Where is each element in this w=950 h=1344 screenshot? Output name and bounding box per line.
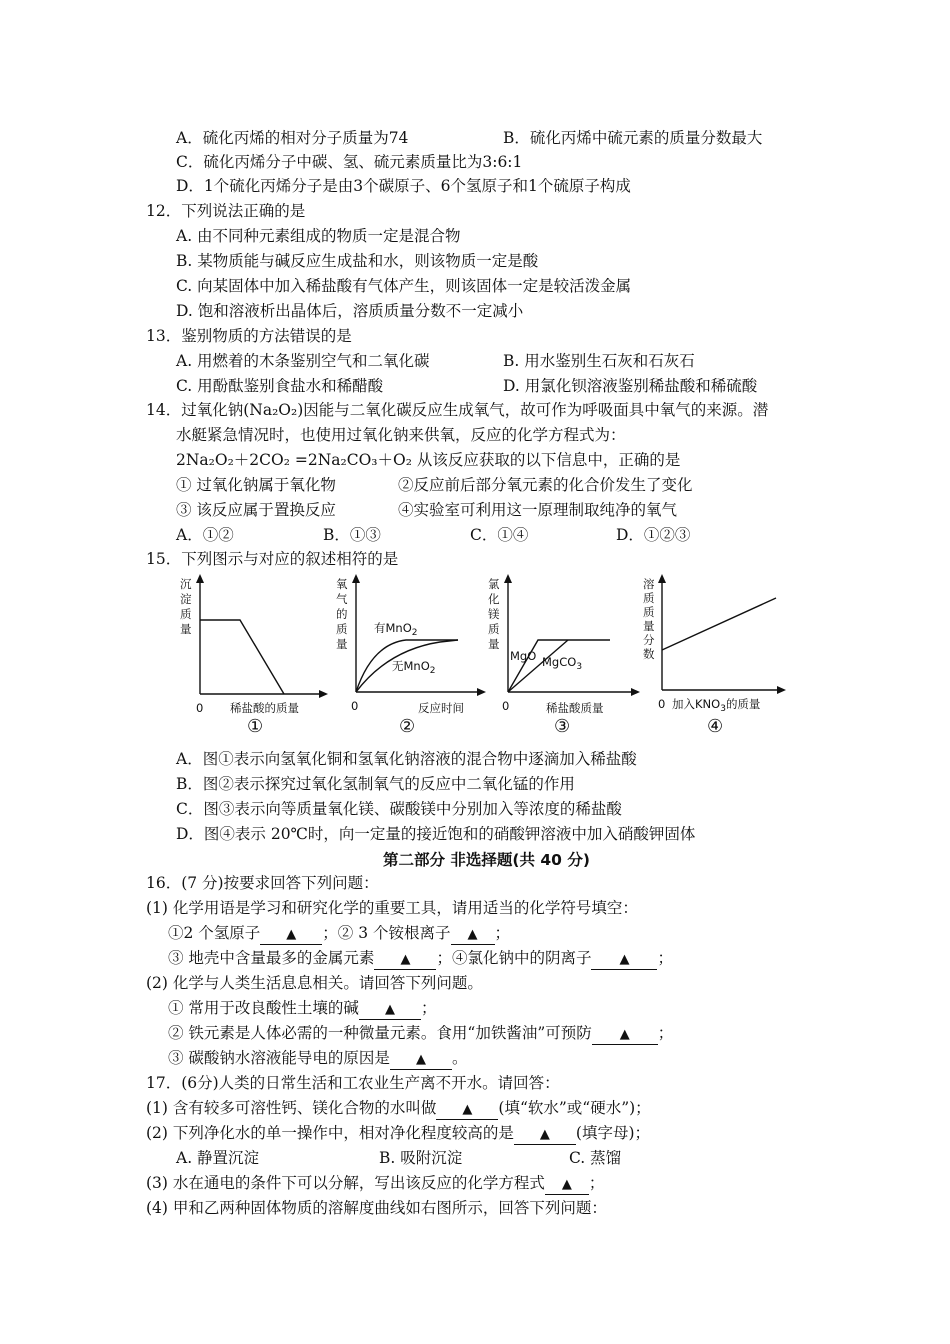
q17-option-b: B. 吸附沉淀 <box>379 1149 463 1167</box>
graph-4-origin: 0 <box>658 697 666 711</box>
graph-3-label-mgco3: MgCO <box>542 655 577 669</box>
graph-1-xlabel: 稀盐酸的质量 <box>230 701 299 715</box>
section-2-title: 第二部分 非选择题(共 40 分) <box>383 851 590 869</box>
q14-option-b: B．①③ <box>323 526 381 544</box>
svg-text:MgCO3 <box>542 655 582 672</box>
q16-item3: ③ 地壳中含量最多的金属元素 <box>168 949 375 967</box>
graph-2-label-without: 无MnO <box>392 659 430 673</box>
q16-part2-line3 <box>168 1047 467 1070</box>
q17-part3-text: (3) 水在通电的条件下可以分解，写出该反应的化学方程式 <box>146 1174 545 1192</box>
q16-semicolon-2: ； <box>657 949 673 967</box>
q16-semicolon-1: ； <box>494 924 511 942</box>
graph-3-number: ③ <box>554 716 571 737</box>
q17-part1 <box>146 1097 651 1120</box>
q17-part1-tail: (填“软水”或“硬水”)； <box>498 1099 651 1117</box>
q15-option-b: B．图②表示探究过氧化氢制氧气的反应中二氧化锰的作用 <box>176 775 575 793</box>
q14-statement-2: ②反应前后部分氧元素的化合价发生了变化 <box>398 476 693 494</box>
q17-part2-text: (2) 下列净化水的单一操作中，相对净化程度较高的是 <box>146 1124 514 1142</box>
svg-text:加入KNO3的质量 <box>672 697 760 714</box>
q11-option-a: A．硫化丙烯的相对分子质量为74 <box>176 129 409 147</box>
q17-part3 <box>146 1172 604 1195</box>
graph-3-ylabel-c3: 镁 <box>488 607 500 621</box>
q13-option-b: B. 用水鉴别生石灰和石灰石 <box>503 352 695 370</box>
q15-option-d: D．图④表示 20℃时，向一定量的接近饱和的硝酸钾溶液中加入硝酸钾固体 <box>176 825 696 843</box>
q16-blank-2[interactable]: ▲ <box>451 926 495 945</box>
q16-part1: (1) 化学用语是学习和研究化学的重要工具，请用适当的化学符号填空： <box>146 899 638 917</box>
q14-statement-3: ③ 该反应属于置换反应 <box>176 501 336 519</box>
graph-4-xlabel: 加入KNO <box>672 697 721 711</box>
q17-option-a: A. 静置沉淀 <box>176 1149 260 1167</box>
q12-option-d: D. 饱和溶液析出晶体后，溶质质量分数不一定减小 <box>176 302 524 320</box>
q16-item2: ；② 3 个铵根离子 <box>322 924 451 942</box>
graph-3-ylabel-c5: 量 <box>488 637 500 651</box>
graph-4-xlabel-post: 的质量 <box>725 697 761 711</box>
q16-item1: ①2 个氢原子 <box>168 924 261 942</box>
q16-part1-line2 <box>168 947 673 970</box>
q16-part2: (2) 化学与人类生活息息相关。请回答下列问题。 <box>146 974 483 992</box>
q17-blank-3[interactable]: ▲ <box>545 1176 589 1195</box>
q16-blank-3[interactable]: ▲ <box>374 951 436 970</box>
q16-item4: ；④氯化钠中的阴离子 <box>436 949 592 967</box>
graph-3-label-mgco3-sub: 3 <box>576 662 583 672</box>
q17-blank-2[interactable]: ▲ <box>514 1126 576 1145</box>
graph-4-ylabel-c5: 分 <box>643 633 655 647</box>
q12-stem: 12．下列说法正确的是 <box>146 202 306 220</box>
q16-part2-line2 <box>168 1022 673 1045</box>
q11-option-b: B．硫化丙烯中硫元素的质量分数最大 <box>503 129 763 147</box>
graph-3-ylabel-c1: 氯 <box>488 577 500 591</box>
graph-3 <box>484 570 644 720</box>
q15-stem: 15．下列图示与对应的叙述相符的是 <box>146 550 399 568</box>
q14-option-d: D．①②③ <box>616 526 691 544</box>
graph-2-ylabel-c5: 量 <box>336 637 348 651</box>
graph-1-ylabel-c2: 淀 <box>180 592 192 606</box>
q13-stem: 13．鉴别物质的方法错误的是 <box>146 327 352 345</box>
graph-4-ylabel-c2: 质 <box>643 591 655 605</box>
q16-period: 。 <box>451 1049 468 1067</box>
q13-option-a: A. 用燃着的木条鉴别空气和二氧化碳 <box>176 352 430 370</box>
q16-item7: ③ 碳酸钠水溶液能导电的原因是 <box>168 1049 390 1067</box>
q14-stem-line1: 14．过氧化钠(Na₂O₂)因能与二氧化碳反应生成氧气，故可作为呼吸面具中氧气的来源。潜 <box>146 401 769 419</box>
q12-option-a: A. 由不同种元素组成的物质一定是混合物 <box>176 227 461 245</box>
q17-stem: 17．(6分)人类的日常生活和工农业生产离不开水。请回答： <box>146 1074 560 1092</box>
q11-option-d: D．1个硫化丙烯分子是由3个碳原子、6个氢原子和1个硫原子构成 <box>176 177 631 195</box>
q16-blank-5[interactable]: ▲ <box>359 1001 421 1020</box>
q15-option-c: C．图③表示向等质量氧化镁、碳酸镁中分别加入等浓度的稀盐酸 <box>176 800 622 818</box>
graph-2-origin: 0 <box>351 699 359 713</box>
graph-4 <box>640 570 800 720</box>
graph-2-ylabel-c1: 氧 <box>336 577 348 591</box>
graph-1-origin: 0 <box>196 701 204 715</box>
graph-1 <box>172 570 332 720</box>
svg-text:有MnO2 <box>374 621 418 638</box>
graph-1-number: ① <box>247 716 264 737</box>
q14-statement-1: ① 过氧化钠属于氧化物 <box>176 476 336 494</box>
graph-4-ylabel-c3: 质 <box>643 605 655 619</box>
q14-equation: 2Na₂O₂＋2CO₂ =2Na₂CO₃＋O₂ 从该反应获取的以下信息中，正确的是 <box>176 451 681 469</box>
graph-4-ylabel-c4: 量 <box>643 619 655 633</box>
q17-part4: (4) 甲和乙两种固体物质的溶解度曲线如右图所示，回答下列问题： <box>146 1199 607 1217</box>
q12-option-b: B. 某物质能与碱反应生成盐和水，则该物质一定是酸 <box>176 252 539 270</box>
q14-option-c: C．①④ <box>470 526 529 544</box>
q14-option-a: A．①② <box>176 526 234 544</box>
q12-option-c: C. 向某固体中加入稀盐酸有气体产生，则该固体一定是较活泼金属 <box>176 277 632 295</box>
graph-1-ylabel-c3: 质 <box>180 607 192 621</box>
graph-4-ylabel-c6: 数 <box>643 647 655 661</box>
graph-2-ylabel-c4: 质 <box>336 622 348 636</box>
q16-item6: ② 铁元素是人体必需的一种微量元素。食用“加铁酱油”可预防 <box>168 1024 592 1042</box>
graph-1-ylabel-c1: 沉 <box>180 577 192 591</box>
q16-blank-6[interactable]: ▲ <box>592 1026 658 1045</box>
graph-1-ylabel-c4: 量 <box>180 622 192 636</box>
q17-part2-tail: (填字母)； <box>575 1124 650 1142</box>
q16-blank-1[interactable]: ▲ <box>260 926 322 945</box>
graph-3-xlabel: 稀盐酸质量 <box>546 701 604 715</box>
q17-semicolon: ； <box>588 1174 605 1192</box>
graph-2-label-with: 有MnO <box>374 621 412 635</box>
q16-stem: 16．(7 分)按要求回答下列问题： <box>146 874 379 892</box>
q13-option-c: C. 用酚酞鉴别食盐水和稀醋酸 <box>176 377 384 395</box>
graph-2-ylabel-c2: 气 <box>336 592 348 606</box>
graph-4-xlabel-sub: 3 <box>720 704 726 714</box>
graph-2-label-without-sub: 2 <box>429 666 436 676</box>
graph-3-origin: 0 <box>502 699 510 713</box>
graph-2-number: ② <box>399 716 416 737</box>
q17-blank-1[interactable]: ▲ <box>436 1101 498 1120</box>
q16-part2-line1 <box>168 997 436 1020</box>
q16-item5: ① 常用于改良酸性土壤的碱 <box>168 999 359 1017</box>
svg-text:无MnO2 <box>392 659 436 676</box>
q16-part1-line1 <box>168 922 510 945</box>
graph-2 <box>330 570 490 720</box>
q13-option-d: D. 用氯化钡溶液鉴别稀盐酸和稀硫酸 <box>503 377 758 395</box>
q17-part2 <box>146 1122 650 1145</box>
graph-3-ylabel-c2: 化 <box>488 592 500 606</box>
q16-semicolon-3: ； <box>420 999 437 1017</box>
graph-2-xlabel: 反应时间 <box>418 701 464 715</box>
q17-part1-text: (1) 含有较多可溶性钙、镁化合物的水叫做 <box>146 1099 437 1117</box>
graph-2-ylabel-c3: 的 <box>336 607 348 621</box>
q14-stem-line2: 水艇紧急情况时，也使用过氧化钠来供氧，反应的化学方程式为： <box>176 426 626 444</box>
q16-semicolon-4: ； <box>657 1024 674 1042</box>
graph-4-ylabel-c1: 溶 <box>643 577 655 591</box>
q16-blank-7[interactable]: ▲ <box>390 1051 452 1070</box>
q11-option-c: C．硫化丙烯分子中碳、氢、硫元素质量比为3:6:1 <box>176 153 523 171</box>
q15-option-a: A．图①表示向氢氧化铜和氢氧化钠溶液的混合物中逐滴加入稀盐酸 <box>176 750 637 768</box>
graph-3-label-mgo: MgO <box>510 649 537 663</box>
graph-2-label-with-sub: 2 <box>411 628 418 638</box>
graph-3-ylabel-c4: 质 <box>488 622 500 636</box>
q14-statement-4: ④实验室可利用这一原理制取纯净的氧气 <box>398 501 678 519</box>
graph-4-number: ④ <box>707 716 724 737</box>
q16-blank-4[interactable]: ▲ <box>591 951 657 970</box>
q17-option-c: C. 蒸馏 <box>569 1149 622 1167</box>
